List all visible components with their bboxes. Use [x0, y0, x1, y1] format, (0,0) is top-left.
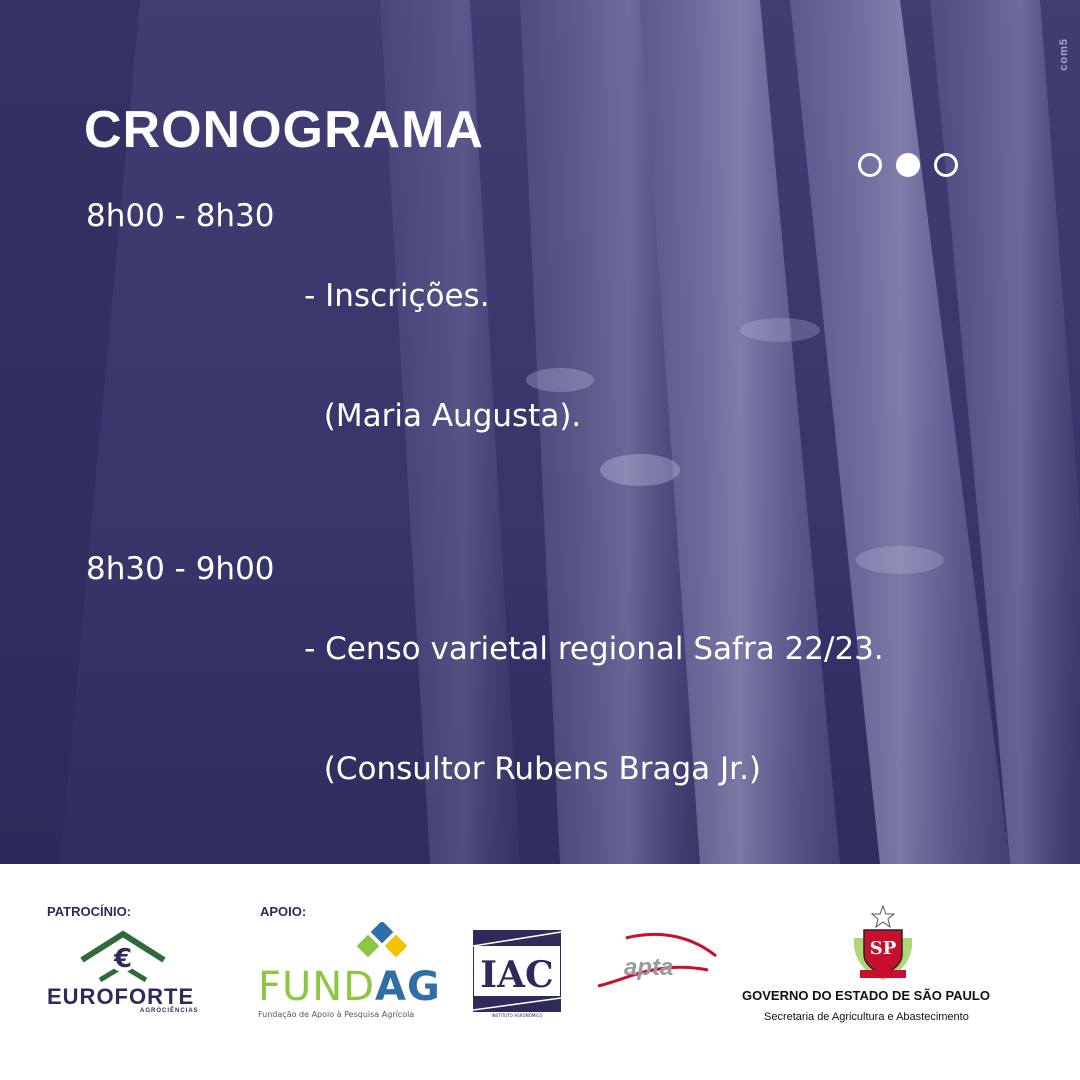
page-title: CRONOGRAMA: [84, 101, 484, 159]
carousel-pager: [858, 153, 958, 177]
iac-logo-icon: [473, 930, 561, 1012]
schedule-line: - Inscrições.: [304, 278, 490, 314]
gov-name: GOVERNO DO ESTADO DE SÃO PAULO: [742, 988, 990, 1003]
fundag-subtitle: Fundação de Apoio à Pesquisa Agrícola: [258, 1010, 415, 1019]
schedule-line: - Censo varietal regional Safra 22/23.: [304, 631, 884, 667]
pager-dot-2-active[interactable]: [896, 153, 920, 177]
schedule-list: [86, 196, 1046, 864]
schedule-time: 8h30 - 9h00: [86, 551, 305, 587]
fundag-ag: AG: [375, 964, 441, 1010]
schedule-description: [304, 196, 581, 516]
schedule-time: 8h00 - 8h30: [86, 198, 305, 234]
svg-text:€: €: [113, 944, 133, 974]
sponsors-footer: [0, 864, 1080, 1080]
pager-dot-1[interactable]: [858, 153, 882, 177]
sponsor-label: PATROCÍNIO:: [47, 904, 132, 919]
apta-name: apta: [624, 954, 674, 981]
schedule-description: [304, 549, 884, 864]
support-label: APOIO:: [260, 904, 307, 919]
schedule-line: (Consultor Rubens Braga Jr.): [304, 751, 762, 787]
schedule-item: [86, 196, 1046, 516]
euroforte-name: EUROFORTE: [47, 984, 195, 1009]
fundag-diamond-icon: [352, 922, 416, 966]
schedule-line: (Maria Augusta).: [304, 398, 582, 434]
sp-coat-of-arms-icon: [848, 904, 918, 984]
pager-dot-3[interactable]: [934, 153, 958, 177]
fundag-wordmark: [258, 964, 441, 1010]
sp-seal-text: SP: [869, 938, 897, 959]
iac-subtitle: INSTITUTO AGRONÔMICO: [491, 1013, 543, 1018]
euroforte-subtitle: AGROCIÊNCIAS: [140, 1008, 199, 1014]
photo-credit: com5: [1058, 38, 1070, 71]
iac-name: IAC: [480, 954, 554, 996]
gov-subtitle: Secretaria de Agricultura e Abastecimento: [764, 1011, 969, 1023]
euroforte-logo-icon: [78, 930, 168, 986]
schedule-item: [86, 549, 1046, 864]
fundag-fund: FUND: [258, 964, 376, 1010]
